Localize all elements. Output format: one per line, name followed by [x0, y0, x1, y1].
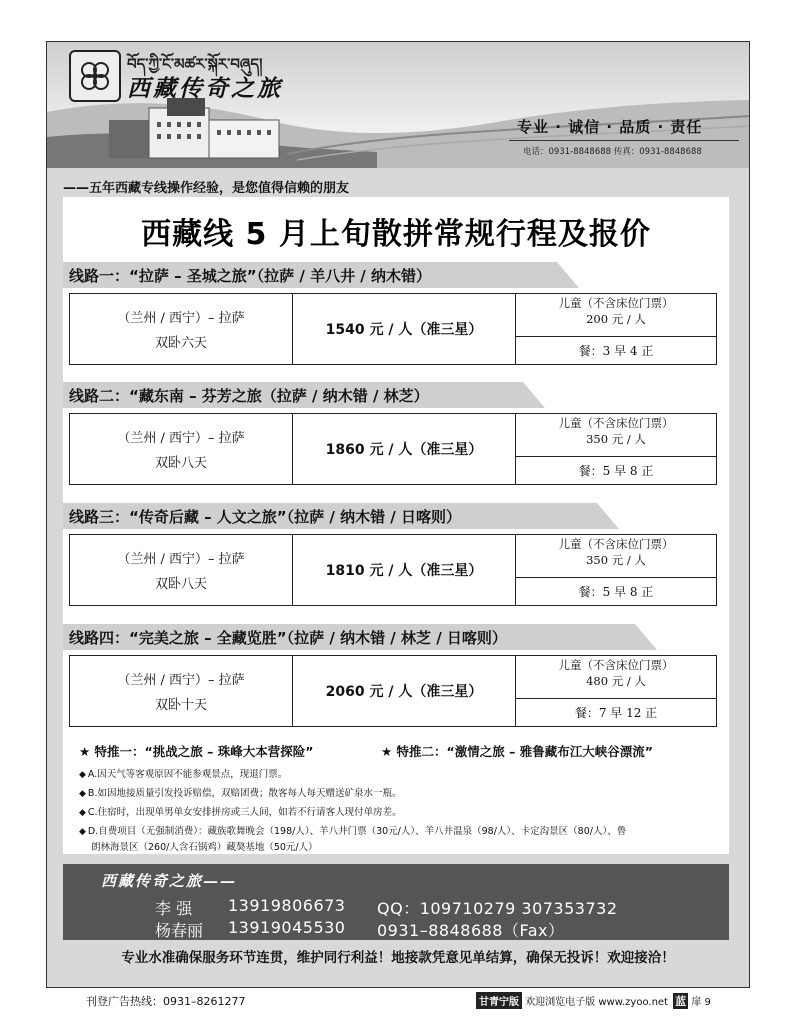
note-text: C.住宿时，出现单男单女安排拼房或三人间，如若不行请客人现付单房差。 [87, 807, 402, 818]
note-d-continued: 朗林海景区（260/人含石锅鸡）藏獒基地（50元/人） [91, 842, 318, 853]
route-departure: （兰州 / 西宁）– 拉萨 [117, 673, 245, 688]
promo-special-1: ★ 特推一：“挑战之旅 – 珠峰大本营探险” [79, 744, 314, 759]
contact-fax: 0931–8848688（Fax） [377, 921, 565, 940]
route-price: 2060 元 / 人（准三星） [325, 684, 483, 700]
note-c [79, 805, 729, 821]
route-departure: （兰州 / 西宁）– 拉萨 [117, 552, 245, 567]
child-price: 350 元 / 人 [586, 432, 646, 446]
route-meals: 餐：3 早 4 正 [516, 336, 716, 365]
promo-special-2: ★ 特推二：“激情之旅 – 雅鲁藏布江大峡谷漂流” [381, 744, 653, 759]
child-label: 儿童（不含床位门票） [558, 416, 674, 430]
header-contact: 电话：0931-8848688 传真：0931-8848688 [523, 147, 702, 157]
route-departure-cell [70, 656, 292, 726]
section-mark: 蓝 [675, 995, 687, 1008]
route-child-cell [516, 656, 716, 726]
contact-qq: QQ：109710279 307353732 [377, 899, 618, 918]
route-table [69, 293, 717, 365]
route-table [69, 413, 717, 485]
route-child-cell [516, 414, 716, 484]
route-table [69, 655, 717, 727]
route-departure-cell [70, 535, 292, 605]
route-price-cell [292, 535, 516, 605]
route-departure-cell [70, 414, 292, 484]
note-text: B.如因地接质量引发投诉赔偿，双赔团费；散客每人每天赠送矿泉水一瓶。 [87, 788, 402, 799]
route-child-cell [516, 535, 716, 605]
contact-band [63, 864, 729, 940]
route-departure: （兰州 / 西宁）– 拉萨 [117, 431, 245, 446]
route-header [63, 503, 729, 529]
route-price-cell [292, 414, 516, 484]
page-footer [476, 992, 711, 1009]
route-price-cell [292, 656, 516, 726]
tibetan-brand-text: བོད་ཀྱི་ངོ་མཚར་སྐོར་བཞུད། [127, 55, 263, 73]
route-header [63, 262, 729, 288]
child-price: 200 元 / 人 [586, 312, 646, 326]
diamond-bullet-icon: ◆ [79, 789, 86, 799]
page-title: 西藏线 5 月上旬散拼常规行程及报价 [141, 217, 651, 252]
route-meals: 餐：7 早 12 正 [516, 698, 716, 727]
route-price-cell [292, 294, 516, 364]
route-meals: 餐：5 早 8 正 [516, 456, 716, 485]
ad-page [46, 41, 750, 988]
route-name: 线路二：“藏东南 – 芬芳之旅（拉萨 / 纳木错 / 林芝） [69, 387, 429, 405]
diamond-bullet-icon: ◆ [79, 808, 86, 818]
contact-phone-1: 13919806673 [228, 896, 346, 915]
note-text: A.因天气等客观原因不能参观景点，现退门票。 [87, 769, 288, 780]
route-duration: 双卧十天 [154, 698, 207, 713]
route-name: 线路一：“拉萨 – 圣城之旅”（拉萨 / 羊八井 / 纳木错） [69, 267, 432, 285]
route-duration: 双卧八天 [154, 577, 207, 592]
diamond-bullet-icon: ◆ [79, 827, 86, 837]
slogan: 专业 · 诚信 · 品质 · 责任 [517, 118, 703, 136]
page-number: 扉 9 [691, 997, 711, 1008]
route-table [69, 534, 717, 606]
route-duration: 双卧六天 [154, 336, 207, 351]
child-price-info [516, 657, 716, 689]
route-name: 线路三：“传奇后藏 – 人文之旅”（拉萨 / 纳木错 / 日喀则） [69, 508, 462, 526]
child-price-info [516, 295, 716, 327]
brand-logo [69, 50, 121, 102]
contact-phone-2: 13919045530 [228, 918, 346, 937]
route-departure-cell [70, 294, 292, 364]
child-label: 儿童（不含床位门票） [558, 658, 674, 672]
slogan-divider [509, 140, 739, 141]
child-price: 350 元 / 人 [586, 553, 646, 567]
child-label: 儿童（不含床位门票） [558, 537, 674, 551]
contact-name-2: 杨春丽 [155, 921, 204, 940]
child-price-info [516, 536, 716, 568]
route-header [63, 382, 729, 408]
child-label: 儿童（不含床位门票） [558, 296, 674, 310]
route-header [63, 624, 729, 650]
diamond-bullet-icon: ◆ [79, 770, 86, 780]
contact-name-1: 李 强 [155, 899, 193, 918]
route-name: 线路四：“完美之旅 – 全藏览胜”（拉萨 / 纳木错 / 林芝 / 日喀则） [69, 629, 507, 647]
note-b [79, 786, 729, 802]
route-duration: 双卧八天 [154, 456, 207, 471]
route-meals: 餐：5 早 8 正 [516, 577, 716, 606]
child-price: 480 元 / 人 [586, 674, 646, 688]
note-text: D.自费项目（无强制消费）：藏族歌舞晚会（198/人）、羊八井门票（30元/人）、羊八井温泉（98/人）、卡定沟景区（80/人）、鲁 [87, 826, 627, 837]
subtitle: ——五年西藏专线操作经验，是您值得信赖的朋友 [63, 181, 350, 196]
publication-badge: 甘青宁版 [476, 992, 522, 1009]
route-child-cell [516, 294, 716, 364]
footer-slogan: 专业水准确保服务环节连贯，维护同行利益！地接款凭意见单结算，确保无投诉！欢迎接洽！ [121, 950, 675, 966]
route-price: 1860 元 / 人（准三星） [325, 442, 483, 458]
note-a [79, 767, 729, 783]
route-price: 1810 元 / 人（准三星） [325, 563, 483, 579]
route-departure: （兰州 / 西宁）– 拉萨 [117, 311, 245, 326]
brand-name: 西藏传奇之旅 [127, 75, 283, 102]
child-price-info [516, 415, 716, 447]
itinerary-panel [63, 197, 729, 854]
band-brand: 西藏传奇之旅—— [101, 872, 238, 890]
note-d [79, 824, 729, 840]
header-banner [47, 42, 749, 168]
route-price: 1540 元 / 人（准三星） [325, 322, 483, 338]
ad-hotline: 刊登广告热线：0931–8261277 [86, 995, 246, 1008]
welcome-text: 欢迎浏览电子版 www.zyoo.net [525, 997, 668, 1008]
